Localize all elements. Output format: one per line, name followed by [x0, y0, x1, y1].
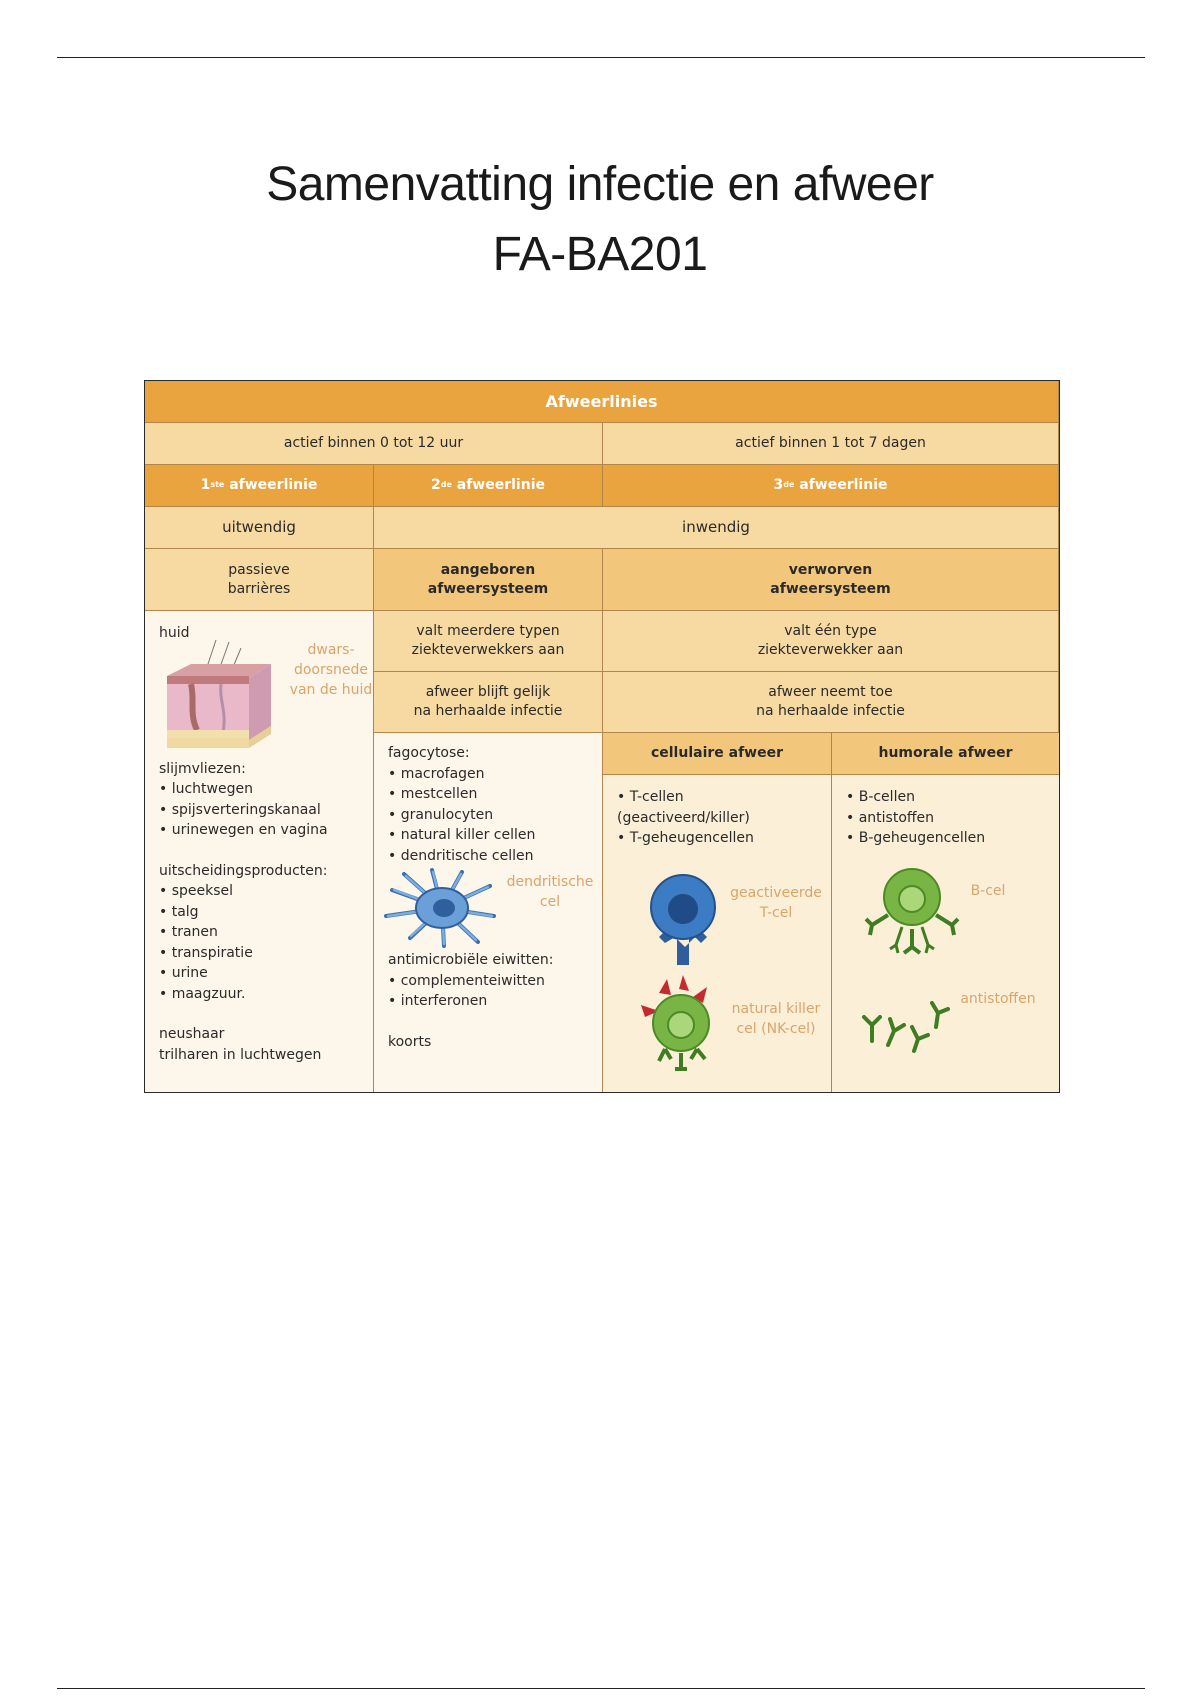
table-title: Afweerlinies: [145, 381, 1059, 423]
skin-label: huid: [159, 625, 190, 641]
col-cellular-body: • T-cellen (geactiveerd/killer) • T-geheugencellen geactiveerde T-cel natural killer cel (NK-cel): [603, 775, 832, 1092]
humoral-header: humorale afweer: [832, 733, 1059, 775]
nk-cell-caption: natural killer cel (NK-cel): [731, 1001, 821, 1037]
skin-cross-section-image: [161, 640, 281, 750]
time-left: actief binnen 0 tot 12 uur: [145, 423, 603, 465]
passive-barriers: passieve barrières: [145, 549, 374, 611]
innate-system: aangeboren afweersysteem: [374, 549, 603, 611]
dendritic-caption: dendritische cel: [506, 874, 594, 910]
external-label: uitwendig: [145, 507, 374, 549]
col-passive-body: huid dwars- doorsnede van de huid slijmvliezen: • luchtwegen • spijsverteringskanaal • urinewegen en vagina uitscheidingsproducten: • speeksel • talg • tranen • transpiratie • urine • maagzuur. neushaar trilharen in luchtwegen: [145, 611, 374, 1092]
acquired-targets: valt één type ziekteverwekker aan: [603, 611, 1059, 672]
t-cell-caption: geactiveerde T-cel: [730, 885, 822, 921]
col-innate-body: fagocytose: • macrofagen • mestcellen • granulocyten • natural killer cellen • dendritische cellen dendritische cel antimicrobiële eiwitten: • complementeiwitten • interferonen koorts: [374, 733, 603, 1092]
b-cell-caption: B-cel: [970, 883, 1006, 899]
skin-caption: dwars- doorsnede van de huid: [289, 641, 373, 698]
activated-t-cell-image: [645, 867, 725, 967]
col-humoral-body: • B-cellen • antistoffen • B-geheugencellen B-cel antistoffen: [832, 775, 1059, 1092]
page-title: [0, 150, 1200, 290]
title-line-1: Samenvatting infectie en afweer: [266, 158, 934, 211]
top-rule: [57, 57, 1145, 58]
b-cell-image: [862, 865, 962, 955]
dendritic-cell-image: [382, 866, 502, 950]
defense-lines-table: [144, 380, 1060, 1093]
nk-cell-image: [641, 975, 731, 1075]
cellular-header: cellulaire afweer: [603, 733, 832, 775]
line-1-header: 1 ste afweerlinie: [145, 465, 374, 507]
internal-label: inwendig: [374, 507, 1059, 549]
innate-targets: valt meerdere typen ziekteverwekkers aan: [374, 611, 603, 672]
antibodies-caption: antistoffen: [960, 991, 1036, 1007]
title-line-2: FA-BA201: [492, 228, 708, 281]
acquired-system: verworven afweersysteem: [603, 549, 1059, 611]
innate-repeat: afweer blijft gelijk na herhaalde infectie: [374, 672, 603, 733]
acquired-repeat: afweer neemt toe na herhaalde infectie: [603, 672, 1059, 733]
line-3-header: 3 de afweerlinie: [603, 465, 1059, 507]
antibodies-image: [856, 997, 956, 1057]
time-right: actief binnen 1 tot 7 dagen: [603, 423, 1059, 465]
bottom-rule: [57, 1688, 1145, 1689]
line-2-header: 2 de afweerlinie: [374, 465, 603, 507]
